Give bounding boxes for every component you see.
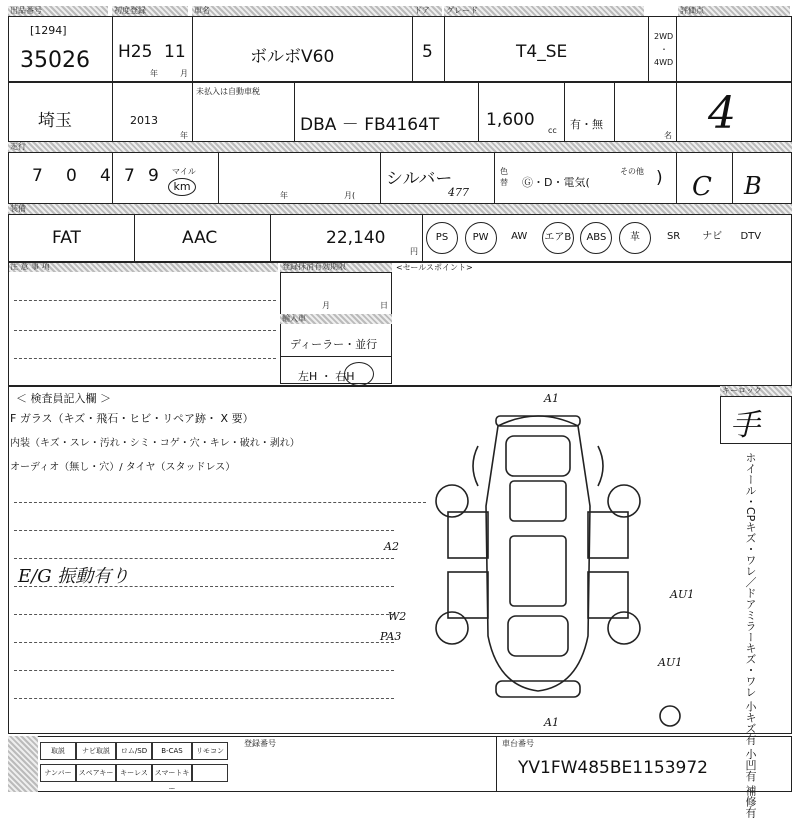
color: シルバー [386,169,453,189]
lot-bracket: [1294] [30,24,67,37]
inspector-title: ＜ 検査員記入欄 ＞ [16,392,111,405]
interior-line: 内装（キズ・スレ・汚れ・シミ・コゲ・穴・キレ・破れ・剥れ） [10,438,300,449]
grade: T4_SE [516,42,568,62]
keylock-label: キーロック [720,386,792,396]
drive-4wd: 4WD [654,58,674,67]
mark-wheel-1: W2 [388,610,407,623]
notes-box [8,262,792,386]
year-label: 年 [280,191,288,200]
score-handwritten: 4 [708,88,736,139]
vin: YV1FW485BE1153972 [518,758,708,778]
drive-dot: ・ [660,45,668,54]
equipment-item: エアB [542,222,574,254]
footer-cell: スペアキー [76,764,116,782]
sales-title: <セールスポイント> [396,263,473,272]
footer-cell: ロム/SD [116,742,152,760]
equipment-item: ABS [580,222,612,254]
mile-digit-4: 7 [124,166,135,186]
equip-header: 装備 [8,204,792,214]
side-notes: ホイール・CPキズ・ワレ／ドアミラーキズ・ワレ 小キズ有 小凹有 補修有 [744,452,757,818]
score-header: 評価点 [678,6,790,16]
month-label: 月( [344,191,356,200]
keylock-value: 手 [730,408,760,443]
tax-note: 未払入は自動車税 [196,87,260,96]
car-diagram [378,386,718,734]
footer-cell: スマートキー [152,764,192,782]
has-none: 有・無 [570,118,603,131]
mark-left: A2 [384,540,399,553]
equipment-item: PS [426,222,458,254]
era-year: H25 [118,42,153,62]
shift: FAT [52,228,81,248]
footer-cell: ナビ取説 [76,742,116,760]
region: 埼玉 [38,111,72,131]
mark-rr-bottom: AU1 [658,656,683,669]
displacement: 1,600 [486,110,535,130]
year-western: 2013 [130,114,158,127]
handwritten-note: E/G 振動有り [18,566,130,587]
ac: AAC [182,228,218,248]
mile-digit-2: 0 [66,166,77,186]
footer-cell: キーレス [116,764,152,782]
door-header: ドア [412,6,442,16]
equipment-item: PW [465,222,497,254]
mile-digit-3: 4 [100,166,111,186]
reg-header: 初度登録 [112,6,188,16]
auction-sheet [8,6,792,818]
mark-front: A1 [544,392,559,405]
equipment-item: AW [511,231,528,242]
hand-drive: 左H ・ 右H [298,370,355,383]
mile-digit-5: 9 [148,166,159,186]
import-title: 輸入車 [280,314,392,324]
footer-cell: B-CAS [152,742,192,760]
year-suffix: 年 [180,131,188,140]
equipment-item: DTV [740,231,762,242]
reg-no-label: 登録番号 [244,739,276,748]
glass-line: F ガラス（キズ・飛石・ヒビ・リペア跡・ X 要） [10,412,254,425]
equipment-item: ナビ [702,231,723,242]
name-label: 名 [664,131,672,140]
equipment-item: SR [666,231,681,242]
km-unit: km [168,178,196,196]
dealer: ディーラー・並行 [290,338,378,351]
month-unit: 月 [180,69,188,78]
cc-unit: cc [548,126,557,135]
year-unit: 年 [150,69,158,78]
rh-circle [344,362,374,386]
color-code: 477 [448,186,469,199]
reg-title: 登録抹消有効期限 [280,262,392,272]
mark-rr-top: AU1 [670,588,695,601]
mile-digit-1: 7 [32,166,43,186]
drive-2wd: 2WD [654,32,674,41]
distance-unit: 円 [410,247,418,256]
lot-number: 35026 [20,48,90,73]
other-label: その他 [620,167,644,176]
lot-header: 出品番号 [8,6,108,16]
equipment-item: 革 [619,222,651,254]
model-code: DBA － FB4164T [300,115,440,135]
footer-cell: 取説 [40,742,76,760]
mileage-header: 走行 [8,142,792,152]
color-change-label: 色替 [500,167,508,187]
reg-month: 月 [322,301,330,310]
mark-rear: A1 [544,716,559,729]
mile-unit: マイル [172,167,196,176]
footer-cell [192,764,228,782]
footer-cell: リモコン [192,742,228,760]
footer-cell: ナンバー [40,764,76,782]
vin-label: 車台番号 [502,739,534,748]
doors: 5 [422,42,433,62]
paint-close: ) [656,168,663,188]
interior-grade: B [744,172,762,200]
carname-header: 車名 [192,6,412,16]
mark-wheel-2: PA3 [380,630,402,643]
exterior-grade: C [692,172,712,202]
reg-day: 日 [380,301,388,310]
grade-header: グレード [444,6,644,16]
caution-title: 注 意 事 項 [8,262,278,272]
reg-month: 11 [164,42,186,62]
car-name: ボルボV60 [250,47,335,67]
audio-line: オーディオ（無し・穴）/ タイヤ（スタッドレス） [10,462,236,473]
distance: 22,140 [326,228,386,248]
paint-options: Ⓖ・D・電気( [522,176,590,189]
